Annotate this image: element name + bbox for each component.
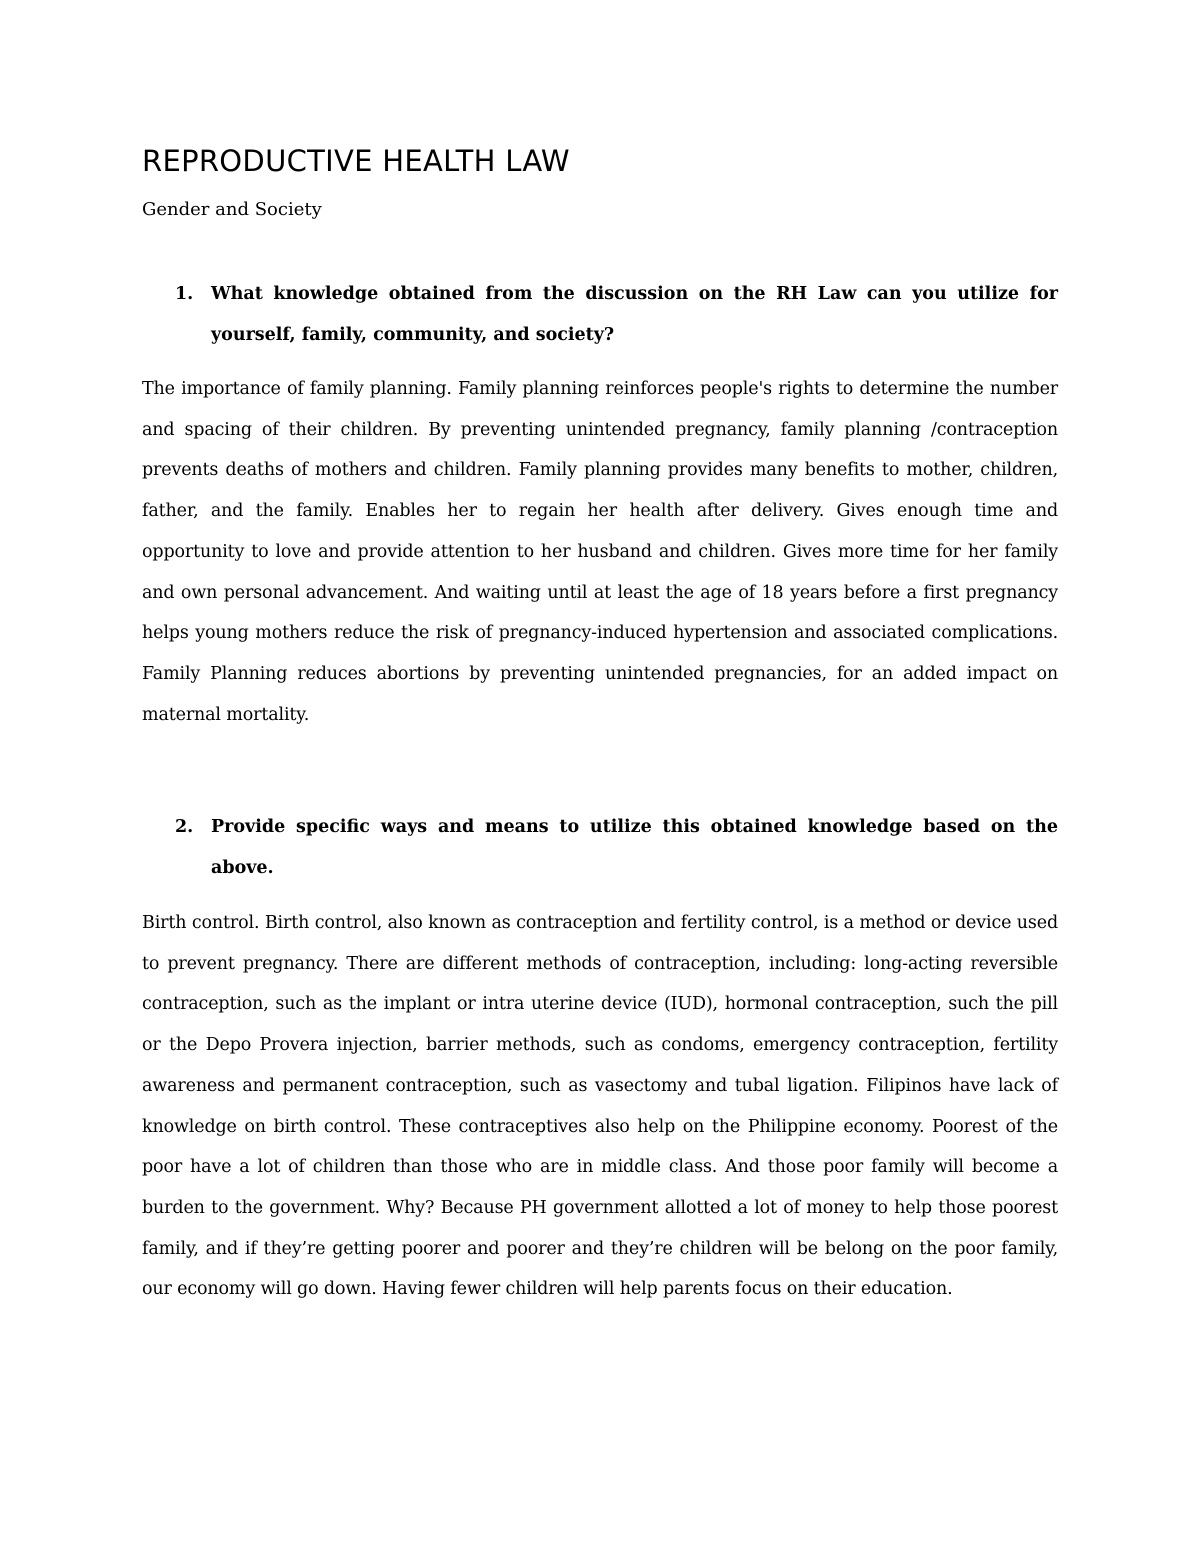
question-2-text: Provide specific ways and means to utilize this obtained knowledge based on the above. xyxy=(211,817,1058,878)
question-2 xyxy=(142,807,1058,889)
question-1-text: What knowledge obtained from the discussion on the RH Law can you utilize for yourself, family, community, and society? xyxy=(211,284,1058,345)
question-2-number: 2. xyxy=(175,817,194,837)
question-1-number: 1. xyxy=(175,284,194,304)
document-title: REPRODUCTIVE HEALTH LAW xyxy=(142,144,570,178)
answer-2: Birth control. Birth control, also known as contraception and fertility control, is a method or device used to prevent pregnancy. There are different methods of contraception, including: long-acting reversible contraception, such as the implant or intra uterine device (IUD), hormonal contraception, such the pill or the Depo Provera injection, barrier methods, such as condoms, emergency contraception, fertility awareness and permanent contraception, such as vasectomy and tubal ligation. Filipinos have lack of knowledge on birth control. These contraceptives also help on the Philippine economy. Poorest of the poor have a lot of children than those who are in middle class. And those poor family will become a burden to the government. Why? Because PH government allotted a lot of money to help those poorest family, and if they’re getting poorer and poorer and they’re children will be belong on the poor family, our economy will go down. Having fewer children will help parents focus on their education. xyxy=(142,913,1058,1300)
answer-1: The importance of family planning. Family planning reinforces people's rights to determine the number and spacing of their children. By preventing unintended pregnancy, family planning /contraception prevents deaths of mothers and children. Family planning provides many benefits to mother, children, father, and the family. Enables her to regain her health after delivery. Gives enough time and opportunity to love and provide attention to her husband and children. Gives more time for her family and own personal advancement. And waiting until at least the age of 18 years before a first pregnancy helps young mothers reduce the risk of pregnancy-induced hypertension and associated complications. Family Planning reduces abortions by preventing unintended pregnancies, for an added impact on maternal mortality. xyxy=(142,379,1058,725)
question-1 xyxy=(142,274,1058,356)
document-subtitle: Gender and Society xyxy=(142,199,322,220)
